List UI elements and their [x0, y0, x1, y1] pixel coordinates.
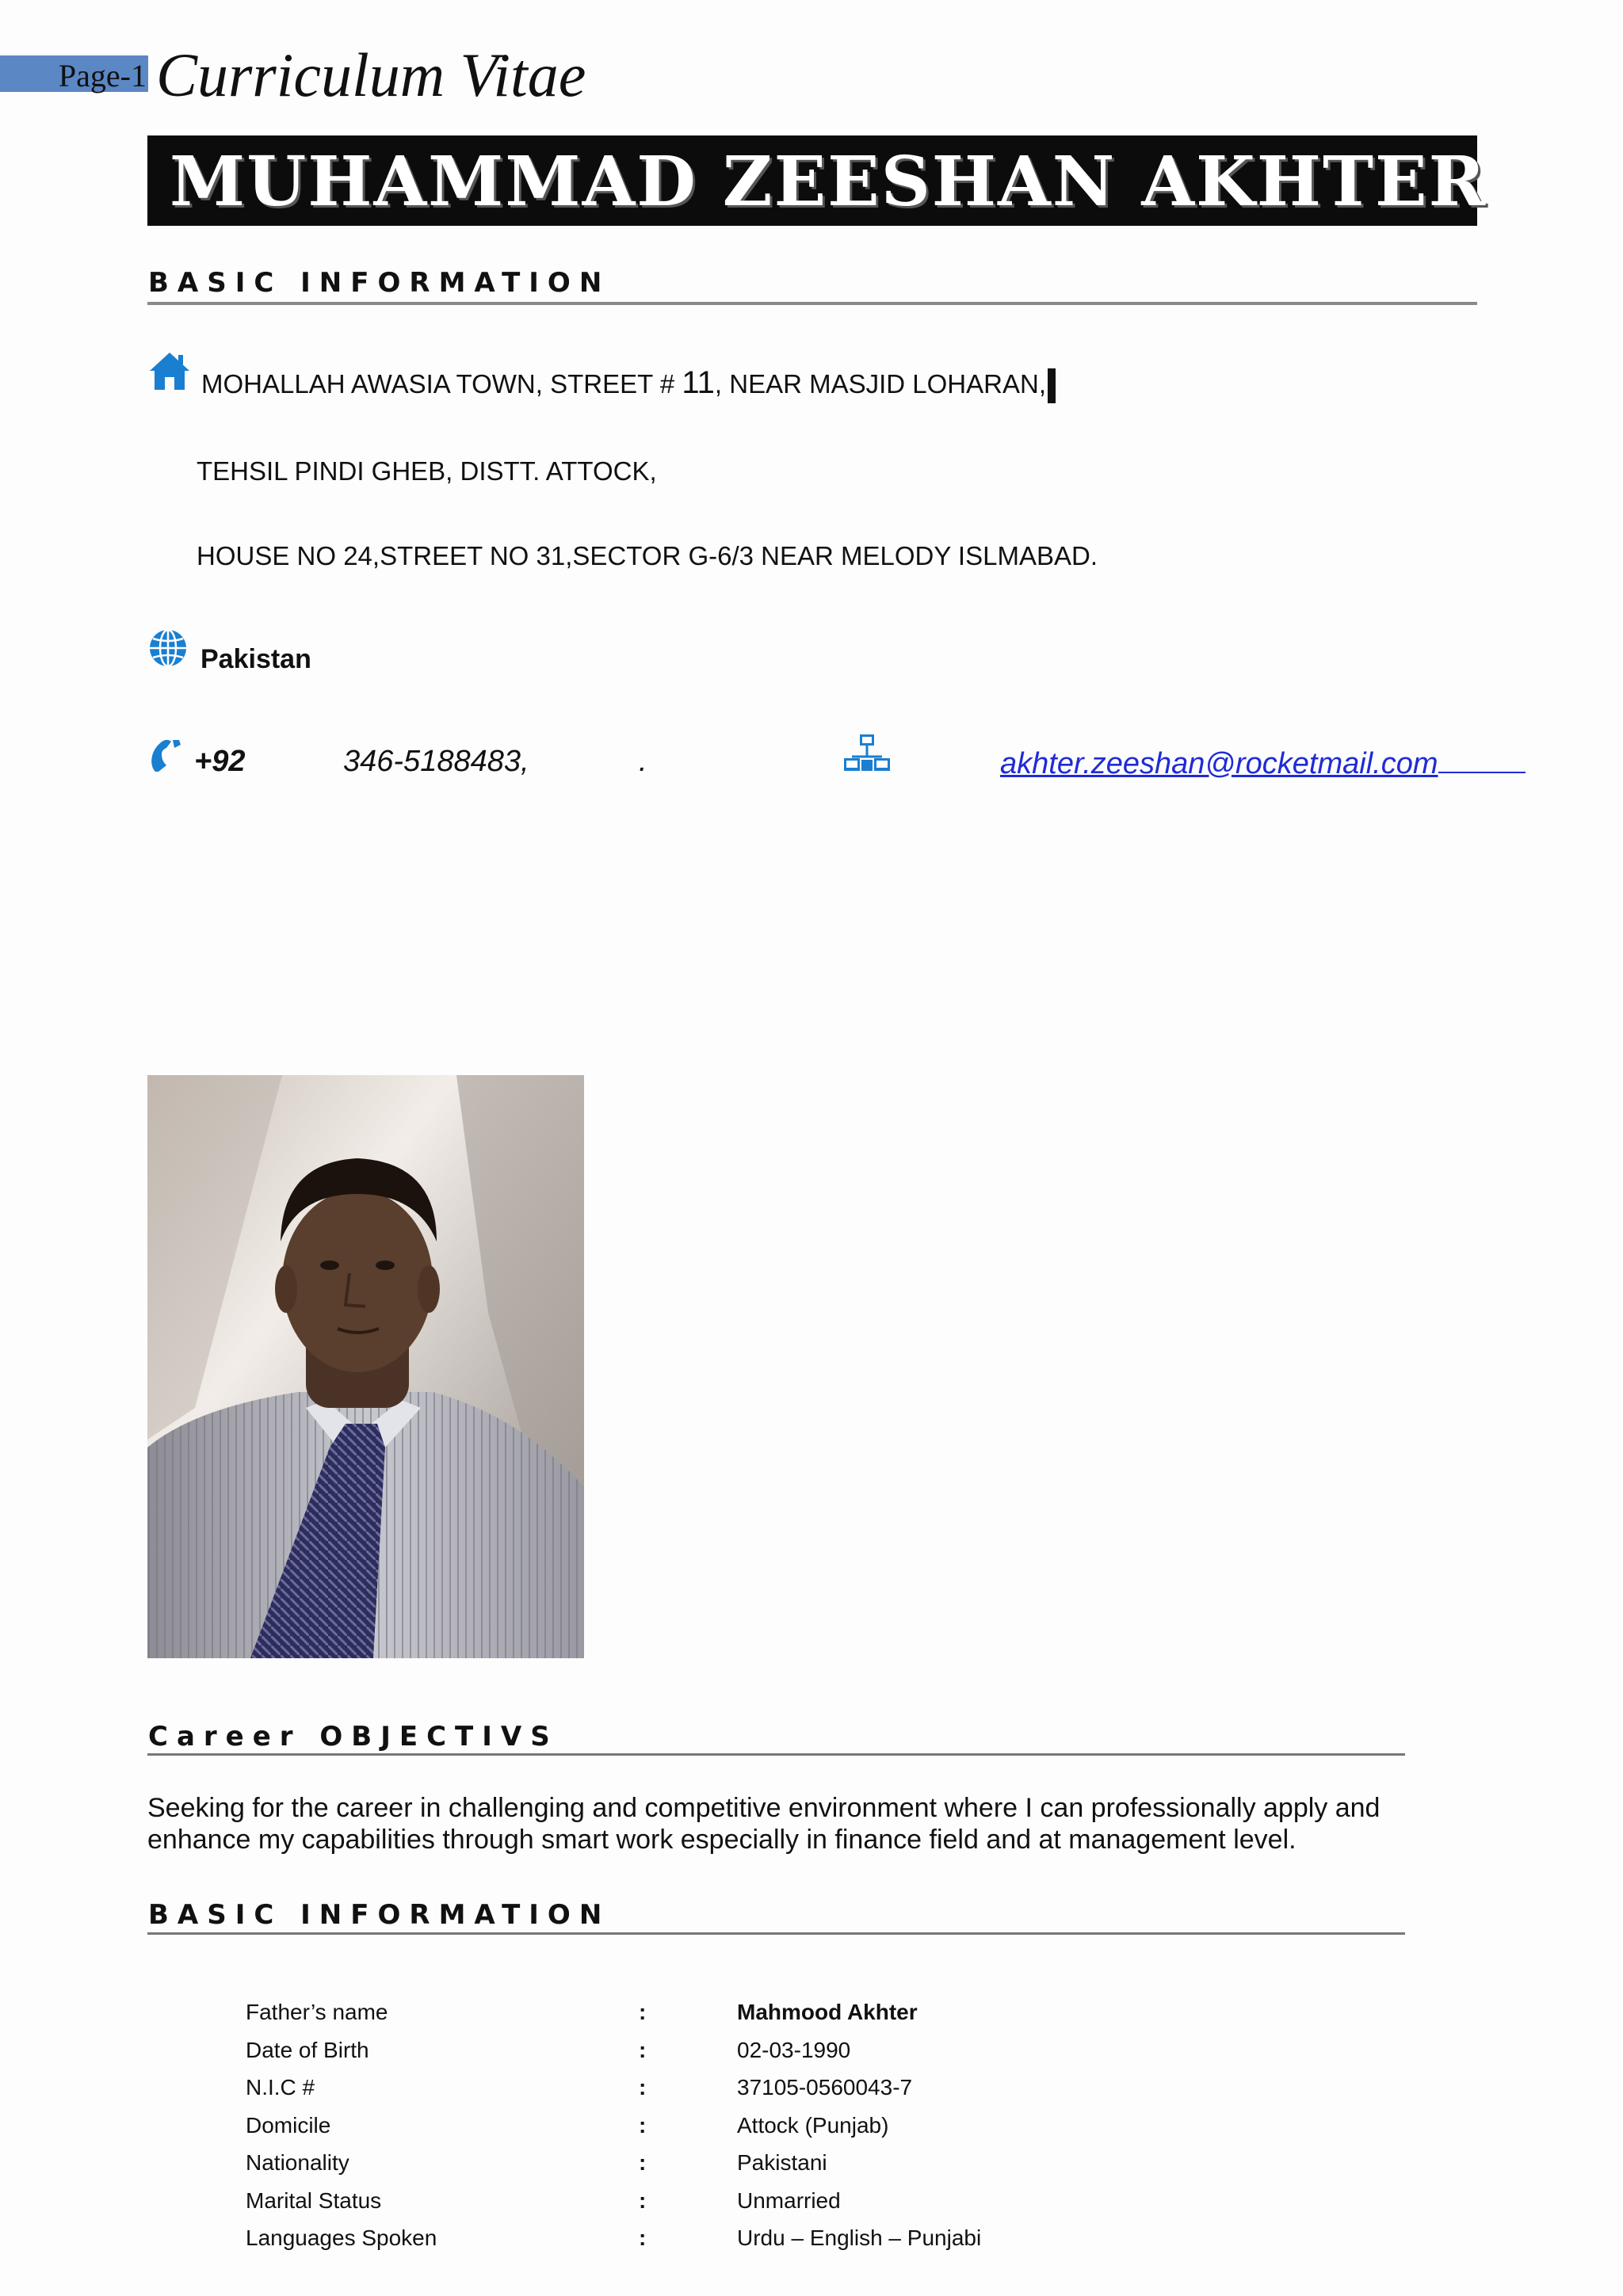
page-label-tag — [0, 55, 148, 92]
info-row-value: Attock (Punjab) — [737, 2112, 889, 2138]
page-label: Page-1 — [58, 58, 147, 93]
info-row-value: Unmarried — [737, 2187, 841, 2213]
info-row-colon: : — [639, 2225, 647, 2250]
info-row-label: Father’s name — [246, 2000, 388, 2024]
info-row-label: Domicile — [246, 2112, 331, 2138]
home-icon — [147, 350, 192, 391]
address-line-3: HOUSE NO 24,STREET NO 31,SECTOR G-6/3 NEAR MELODY ISLMABAD. — [197, 541, 1098, 570]
info-row-value: 37105-0560043-7 — [737, 2075, 913, 2100]
info-row-label: Languages Spoken — [246, 2225, 437, 2250]
candidate-name: MUHAMMAD ZEESHAN AKHTER — [170, 142, 1487, 222]
info-row-value: Mahmood Akhter — [737, 2000, 918, 2024]
address-line-1: MOHALLAH AWASIA TOWN, STREET # 11, NEAR MASJID LOHARAN, — [201, 365, 1056, 403]
objective-text: Seeking for the career in challenging and competitive environment where I can professionally apply and enhance my capabilities through smart work especially in finance field and at management level. — [147, 1793, 1381, 1855]
country-code: +92 — [194, 745, 246, 778]
email-address[interactable]: akhter.zeeshan@rocketmail.com — [1000, 747, 1438, 780]
email-underline — [1438, 745, 1526, 773]
phone-number: 346-5188483, — [343, 745, 529, 778]
basic-info-table-heading: BASIC INFORMATION — [148, 1899, 611, 1931]
phone-icon — [147, 737, 187, 775]
info-row-label: Date of Birth — [246, 2037, 369, 2062]
info-row-colon: : — [639, 2150, 647, 2175]
info-row-value: Pakistani — [737, 2150, 827, 2175]
info-row-colon: : — [639, 2075, 647, 2100]
info-row-label: Marital Status — [246, 2187, 382, 2213]
globe-icon — [147, 627, 189, 669]
info-row-label: Nationality — [246, 2150, 349, 2175]
info-row-colon: : — [639, 2187, 647, 2213]
address-line-2: TEHSIL PINDI GHEB, DISTT. ATTOCK, — [197, 456, 657, 486]
document-title: Curriculum Vitae — [156, 40, 586, 109]
email-link[interactable] — [1000, 745, 1526, 781]
info-row-colon: : — [639, 2112, 647, 2138]
country: Pakistan — [200, 644, 311, 674]
text-cursor — [1048, 368, 1056, 403]
info-row-value: Urdu – English – Punjabi — [737, 2225, 982, 2250]
name-banner — [147, 135, 1487, 226]
info-row-value: 02-03-1990 — [737, 2037, 851, 2062]
objective-heading: Career OBJECTIVS — [148, 1721, 559, 1753]
network-icon — [842, 733, 892, 777]
section-divider — [147, 302, 1477, 305]
info-row-colon: : — [639, 2037, 647, 2062]
section-divider — [147, 1753, 1405, 1756]
profile-photo — [147, 1075, 584, 1658]
basic-info-heading: BASIC INFORMATION — [148, 267, 611, 299]
info-row-colon: : — [639, 2000, 647, 2024]
info-row-label: N.I.C # — [246, 2075, 315, 2100]
contact-separator: . — [639, 745, 647, 778]
section-divider — [147, 1932, 1405, 1935]
